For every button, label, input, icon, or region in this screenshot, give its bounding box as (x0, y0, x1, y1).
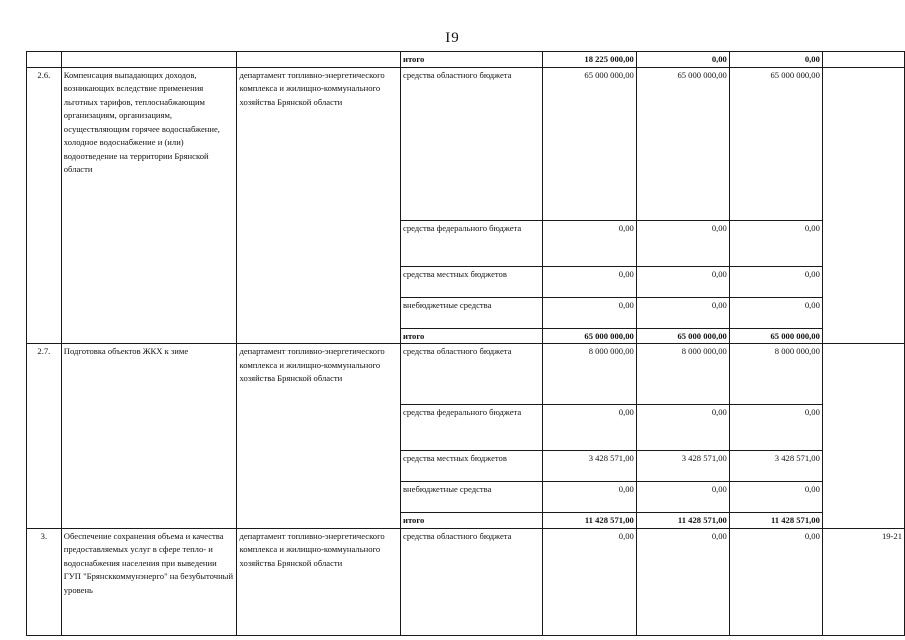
row-label: средства местных бюджетов (401, 451, 543, 482)
cell-value: 65 000 000,00 (542, 67, 636, 220)
item-name: Компенсация выпадающих доходов, возникающих вследствие применения льготных тарифов, теплоснабжающим организациям, организациям, осуществляющим горячее водоснабжение, холодное водоснабжение и (или) водоотведение на территории Брянской области (61, 67, 237, 344)
row-label: итого (401, 328, 543, 344)
row-label: средства федерального бюджета (401, 220, 543, 266)
cell-value: 0,00 (542, 482, 636, 513)
cell-value: 11 428 571,00 (542, 513, 636, 529)
cell-value: 0,00 (729, 297, 822, 328)
cell-value: 0,00 (636, 482, 729, 513)
cell-value: 0,00 (729, 528, 822, 635)
item-executor: департамент топливно-энергетического комплекса и жилищно-коммунального хозяйства Брянской области (237, 67, 401, 344)
row-label: средства областного бюджета (401, 344, 543, 405)
row-label: средства областного бюджета (401, 528, 543, 635)
item-executor: департамент топливно-энергетического комплекса и жилищно-коммунального хозяйства Брянской области (237, 528, 401, 635)
cell-value: 0,00 (636, 52, 729, 68)
cell-value: 0,00 (729, 52, 822, 68)
item-number: 2.7. (27, 344, 62, 529)
cell-value: 0,00 (636, 405, 729, 451)
target-indicator: 19-21 (822, 528, 904, 635)
cell-value: 8 000 000,00 (729, 344, 822, 405)
row-label: средства местных бюджетов (401, 266, 543, 297)
cell-value: 11 428 571,00 (729, 513, 822, 529)
cell-value: 65 000 000,00 (729, 328, 822, 344)
cell-value: 3 428 571,00 (542, 451, 636, 482)
cell-value: 0,00 (542, 266, 636, 297)
cell-value: 65 000 000,00 (542, 328, 636, 344)
cell-value: 0,00 (542, 528, 636, 635)
cell-value: 0,00 (636, 220, 729, 266)
cell-value: 11 428 571,00 (636, 513, 729, 529)
cell-value: 18 225 000,00 (542, 52, 636, 68)
cell-value: 0,00 (542, 220, 636, 266)
cell-value: 8 000 000,00 (542, 344, 636, 405)
cell-value: 0,00 (729, 405, 822, 451)
table-row (27, 52, 905, 68)
item-name: Обеспечение сохранения объема и качества предоставляемых услуг в сфере тепло- и водоснабжения населения при выведении ГУП "Брянсккоммунэнерго" на безубыточный уровень (61, 528, 237, 635)
cell-value: 65 000 000,00 (636, 67, 729, 220)
cell-value: 0,00 (542, 297, 636, 328)
cell-value: 65 000 000,00 (729, 67, 822, 220)
cell-value: 0,00 (636, 266, 729, 297)
cell-value: 0,00 (729, 220, 822, 266)
row-label: итого (401, 513, 543, 529)
cell-value: 0,00 (636, 297, 729, 328)
row-label: средства областного бюджета (401, 67, 543, 220)
cell-value: 3 428 571,00 (636, 451, 729, 482)
row-label: внебюджетные средства (401, 297, 543, 328)
row-label: итого (401, 52, 543, 68)
cell-value: 0,00 (636, 528, 729, 635)
page-number: I9 (445, 30, 460, 46)
item-number: 3. (27, 528, 62, 635)
item-number: 2.6. (27, 67, 62, 344)
cell-value: 0,00 (729, 266, 822, 297)
item-name: Подготовка объектов ЖКХ к зиме (61, 344, 237, 529)
budget-table (26, 51, 905, 636)
row-label: внебюджетные средства (401, 482, 543, 513)
cell-value: 8 000 000,00 (636, 344, 729, 405)
table-row (27, 528, 905, 635)
table-row (27, 67, 905, 220)
row-label: средства федерального бюджета (401, 405, 543, 451)
item-executor: департамент топливно-энергетического комплекса и жилищно-коммунального хозяйства Брянской области (237, 344, 401, 529)
cell-value: 0,00 (542, 405, 636, 451)
cell-value: 3 428 571,00 (729, 451, 822, 482)
cell-value: 65 000 000,00 (636, 328, 729, 344)
cell-value: 0,00 (729, 482, 822, 513)
table-row (27, 344, 905, 405)
